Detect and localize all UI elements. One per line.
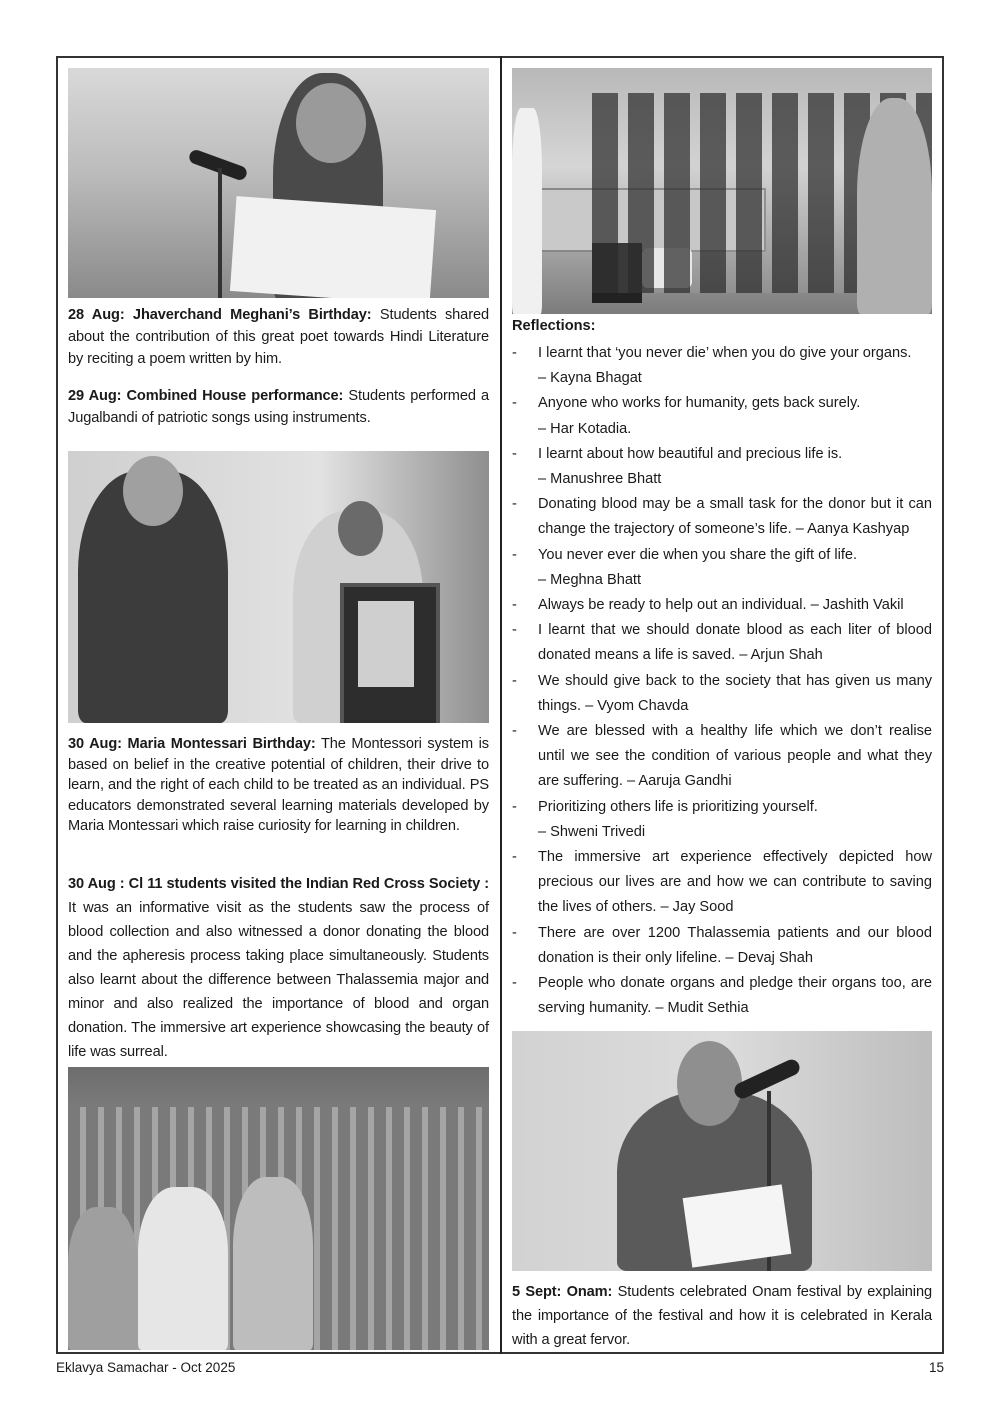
reflection-item <box>512 971 932 1021</box>
reflection-item <box>512 921 932 971</box>
reflection-item <box>512 669 932 719</box>
entry-heading: 30 Aug: Maria Montessari Birthday: <box>68 736 316 752</box>
bullet-dash: - <box>512 672 517 689</box>
reflection-quote: Prioritizing others life is prioritizing yourself. <box>538 798 818 815</box>
reflection-item <box>512 341 932 391</box>
reflection-author: – Arjun Shah <box>739 647 823 664</box>
bullet-dash: - <box>512 849 517 866</box>
reflection-quote: I learnt about how beautiful and precious life is. <box>538 445 843 462</box>
reflection-quote: We are blessed with a healthy life which we don’t realise until we see the condition of various people and what they are suffering. <box>538 723 932 790</box>
entry-body: Students shared about the contribution of this great poet towards Hindi Literature by reciting a poem written by him. <box>68 307 489 367</box>
bullet-dash: - <box>512 975 517 992</box>
reflection-quote: There are over 1200 Thalassemia patients and our blood donation is their only lifeline. <box>538 924 932 966</box>
bullet-dash: - <box>512 546 517 563</box>
reflection-quote: Always be ready to help out an individual. <box>538 597 807 614</box>
bullet-dash: - <box>512 597 517 614</box>
reflection-author: – Aaruja Gandhi <box>626 773 732 790</box>
entry-montessori-birthday <box>68 734 489 837</box>
reflection-author: – Jashith Vakil <box>810 597 904 614</box>
reflection-item <box>512 618 932 668</box>
entry-body: The Montessori system is based on belief in the creative potential of children, their drive to learn, and the right of each child to be treated as an individual. PS educators demonstrated several learning materials developed by Maria Montessari which raise curiosity for learning in children. <box>68 736 489 834</box>
column-divider <box>500 56 502 1354</box>
reflection-author: – Har Kotadia. <box>538 420 632 437</box>
bullet-dash: - <box>512 445 517 462</box>
entry-onam <box>512 1280 932 1352</box>
bullet-dash: - <box>512 924 517 941</box>
reflection-item <box>512 442 932 492</box>
reflection-item <box>512 845 932 921</box>
entry-heading: 30 Aug : Cl 11 students visited the Indian Red Cross Society : <box>68 876 489 892</box>
reflection-quote: Anyone who works for humanity, gets back surely. <box>538 395 861 412</box>
entry-body: Students celebrated Onam festival by explaining the importance of the festival and how it is celebrated in Kerala with a great fervor. <box>512 1284 932 1348</box>
reflection-author: – Manushree Bhatt <box>538 471 662 488</box>
reflection-item <box>512 492 932 542</box>
reflection-author: – Meghna Bhatt <box>538 571 642 588</box>
entry-combined-house <box>68 385 489 429</box>
reflection-author: – Mudit Sethia <box>655 1000 749 1017</box>
entry-body: It was an informative visit as the students saw the process of blood collection and also witnessed a donor donating the blood and the apheresis process taking place simultaneously. Students also learnt about the difference between Thalassemia major and minor and also realized the importance of blood and organ donation. The immersive art experience showcasing the beauty of life was surreal. <box>68 900 489 1060</box>
bullet-dash: - <box>512 395 517 412</box>
reflection-author: – Kayna Bhagat <box>538 370 642 387</box>
photo-montessori-birthday <box>68 451 489 723</box>
photo-onam-speech <box>512 1031 932 1271</box>
entry-body: Students performed a Jugalbandi of patriotic songs using instruments. <box>68 388 489 426</box>
reflection-quote: I learnt that ‘you never die’ when you do give your organs. <box>538 345 912 361</box>
reflection-item <box>512 795 932 845</box>
entry-red-cross-visit <box>68 872 489 1064</box>
reflection-quote: We should give back to the society that has given us many things. <box>538 672 932 714</box>
reflection-quote: People who donate organs and pledge their organs too, are serving humanity. <box>538 975 932 1017</box>
reflection-author: – Vyom Chavda <box>585 697 689 714</box>
reflection-item <box>512 593 932 618</box>
reflection-item <box>512 543 932 593</box>
reflection-author: – Shweni Trivedi <box>538 823 646 840</box>
photo-red-cross-group <box>68 1067 489 1350</box>
reflection-item <box>512 719 932 795</box>
reflection-author: – Aanya Kashyap <box>795 521 910 538</box>
entry-heading: 29 Aug: Combined House performance: <box>68 388 344 404</box>
reflection-quote: The immersive art experience effectively depicted how precious our lives are and how we can contribute to saving the lives of others. <box>538 849 932 916</box>
reflection-author: – Devaj Shah <box>725 949 814 966</box>
entry-meghani-birthday <box>68 304 489 370</box>
bullet-dash: - <box>512 345 517 361</box>
publication-footer: Eklavya Samachar - Oct 2025 <box>56 1360 236 1375</box>
reflection-author: – Jay Sood <box>660 899 734 916</box>
entry-heading: 28 Aug: Jhaverchand Meghani’s Birthday: <box>68 307 372 323</box>
reflection-quote: You never ever die when you share the gift of life. <box>538 546 858 563</box>
page-number: 15 <box>928 1360 944 1375</box>
reflection-quote: Donating blood may be a small task for the donor but it can change the trajectory of someone’s life. <box>538 496 932 538</box>
bullet-dash: - <box>512 496 517 513</box>
bullet-dash: - <box>512 798 517 815</box>
photo-meghani-recital <box>68 68 489 298</box>
bullet-dash: - <box>512 723 517 740</box>
reflection-quote: I learnt that we should donate blood as each liter of blood donated means a life is saved. <box>538 622 932 664</box>
entry-heading: 5 Sept: Onam: <box>512 1284 613 1300</box>
bullet-dash: - <box>512 622 517 639</box>
reflections-list <box>512 341 932 1021</box>
reflections-heading: Reflections: <box>512 318 596 334</box>
reflection-item <box>512 391 932 441</box>
photo-blood-bank-lab <box>512 68 932 314</box>
